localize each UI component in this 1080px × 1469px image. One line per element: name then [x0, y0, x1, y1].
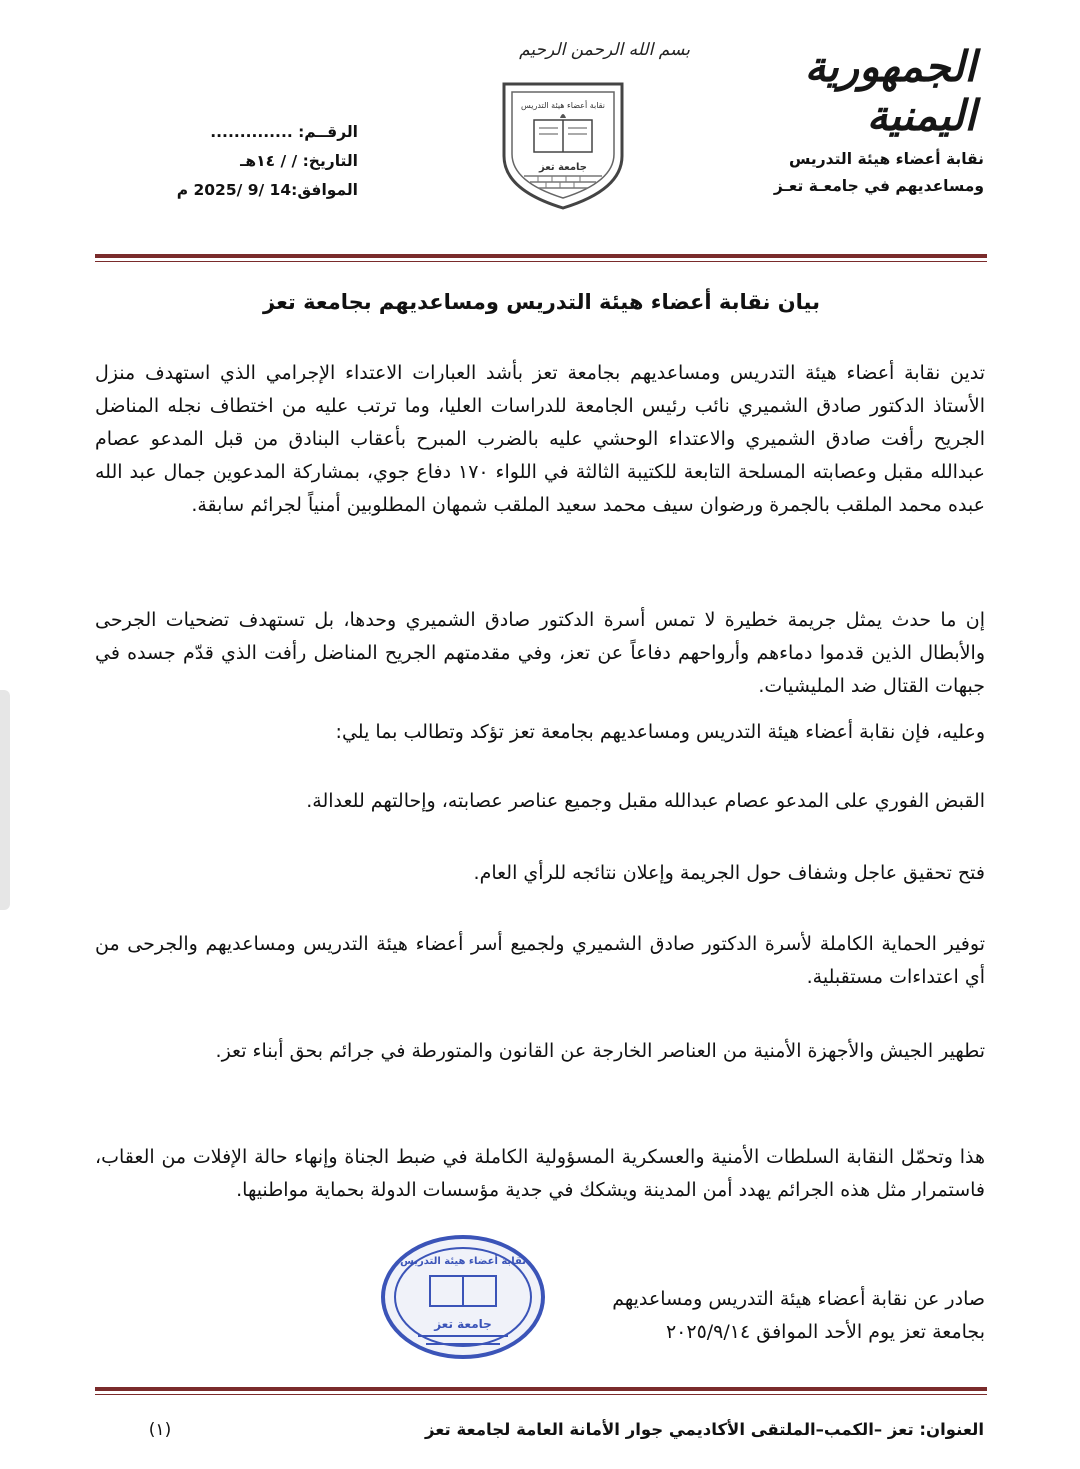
demand-2: فتح تحقيق عاجل وشفاف حول الجريمة وإعلان نتائجه للرأي العام.: [473, 862, 985, 884]
stamp-text-bottom: جامعة تعز: [434, 1317, 492, 1331]
statement-title: بيان نقابة أعضاء هيئة التدريس ومساعديهم بجامعة تعز: [263, 290, 820, 314]
logo-text-bottom: جامعة تعز: [539, 162, 587, 173]
footer-divider-thin: [95, 1394, 987, 1395]
org-name-block: [654, 146, 984, 200]
paragraph-3: [95, 716, 985, 749]
paragraph-closing: [95, 1141, 985, 1207]
issued-line-2: بجامعة تعز يوم الأحد الموافق ٢٠٢٥/٩/١٤: [665, 1321, 985, 1343]
org-name-line1: نقابة أعضاء هيئة التدريس: [789, 150, 984, 168]
paragraph-3-text: وعليه، فإن نقابة أعضاء هيئة التدريس ومساعديهم بجامعة تعز تؤكد وتطالب بما يلي:: [335, 721, 985, 743]
footer-address: العنوان: تعز –الكمب–الملتقى الأكاديمي جوار الأمانة العامة لجامعة تعز: [424, 1420, 984, 1439]
paragraph-2-text: إن ما حدث يمثل جريمة خطيرة لا تمس أسرة الدكتور صادق الشميري وحدها، بل تستهدف تضحيات الجرحى والأبطال الذين قدموا دماءهم وأرواحهم دفاعاً عن تعز، وفي مقدمتهم الجريح المناضل رأفت الذي قدّم جسده في جبهات القتال ضد المليشيات.: [95, 609, 985, 697]
document-meta: [150, 118, 358, 205]
stamp-text-top: نقابة أعضاء هيئة التدريس: [400, 1256, 526, 1267]
basmala: بسم الله الرحمن الرحيم: [519, 40, 690, 60]
paragraph-intro: [95, 357, 985, 522]
union-logo: [494, 78, 632, 212]
paragraph-2: [95, 604, 985, 703]
header-divider-thin: [95, 261, 987, 262]
date-hijri: التاريخ: / / ١٤هـ: [240, 152, 358, 170]
org-name-line2: ومساعديهم في جامعـة تعـز: [773, 177, 984, 195]
page-number: (١): [148, 1420, 172, 1440]
official-stamp: [378, 1232, 548, 1362]
republic-header: الجمهورية اليمنية: [804, 42, 976, 140]
demand-1: القبض الفوري على المدعو عصام عبدالله مقبل وجميع عناصر عصابته، وإحالتهم للعدالة.: [306, 790, 985, 812]
issued-line-1: صادر عن نقابة أعضاء هيئة التدريس ومساعديهم: [612, 1288, 985, 1310]
paragraph-intro-text: تدين نقابة أعضاء هيئة التدريس ومساعديهم بجامعة تعز بأشد العبارات الاعتداء الإجرامي الذي استهدف منزل الأستاذ الدكتور صادق الشميري نائب رئيس الجامعة للدراسات العليا، وما ترتب عليه من اختطاف نجله المناضل الجريح رأفت صادق الشميري والاعتداء الوحشي عليه بالضرب المبرح بأعقاب البنادق من قبل المدعو عصام عبدالله مقبل وعصابته المسلحة التابعة للكتيبة الثالثة في اللواء ١٧٠ دفاع جوي، بمشاركة المدعوين جمال عبد الله عبده محمد الملقب بالجمرة ورضوان سيف محمد سعيد الملقب شمهان المطلوبين أمنياً لجرائم سابقة.: [95, 362, 985, 516]
ref-number: الرقــم: ..............: [210, 123, 358, 141]
date-gregorian: الموافق:14 /9 /2025 م: [176, 181, 358, 199]
logo-text-top: نقابة أعضاء هيئة التدريس: [521, 101, 605, 110]
scroll-edge-indicator: [0, 690, 10, 910]
header-divider: [95, 254, 987, 258]
footer-divider: [95, 1387, 987, 1391]
paragraph-closing-text: هذا وتحمّل النقابة السلطات الأمنية والعسكرية المسؤولية الكاملة في ضبط الجناة وإنهاء حالة الإفلات من العقاب، فاستمرار مثل هذه الجرائم يهدد أمن المدينة ويشكك في جدية مؤسسات الدولة بحماية مواطنيها.: [95, 1146, 985, 1201]
demand-3: توفير الحماية الكاملة لأسرة الدكتور صادق الشميري ولجميع أسر أعضاء هيئة التدريس ومساعديهم والجرحى من أي اعتداءات مستقبلية.: [95, 933, 985, 988]
demand-4: تطهير الجيش والأجهزة الأمنية من العناصر الخارجة عن القانون والمتورطة في جرائم بحق أبناء تعز.: [215, 1040, 985, 1062]
